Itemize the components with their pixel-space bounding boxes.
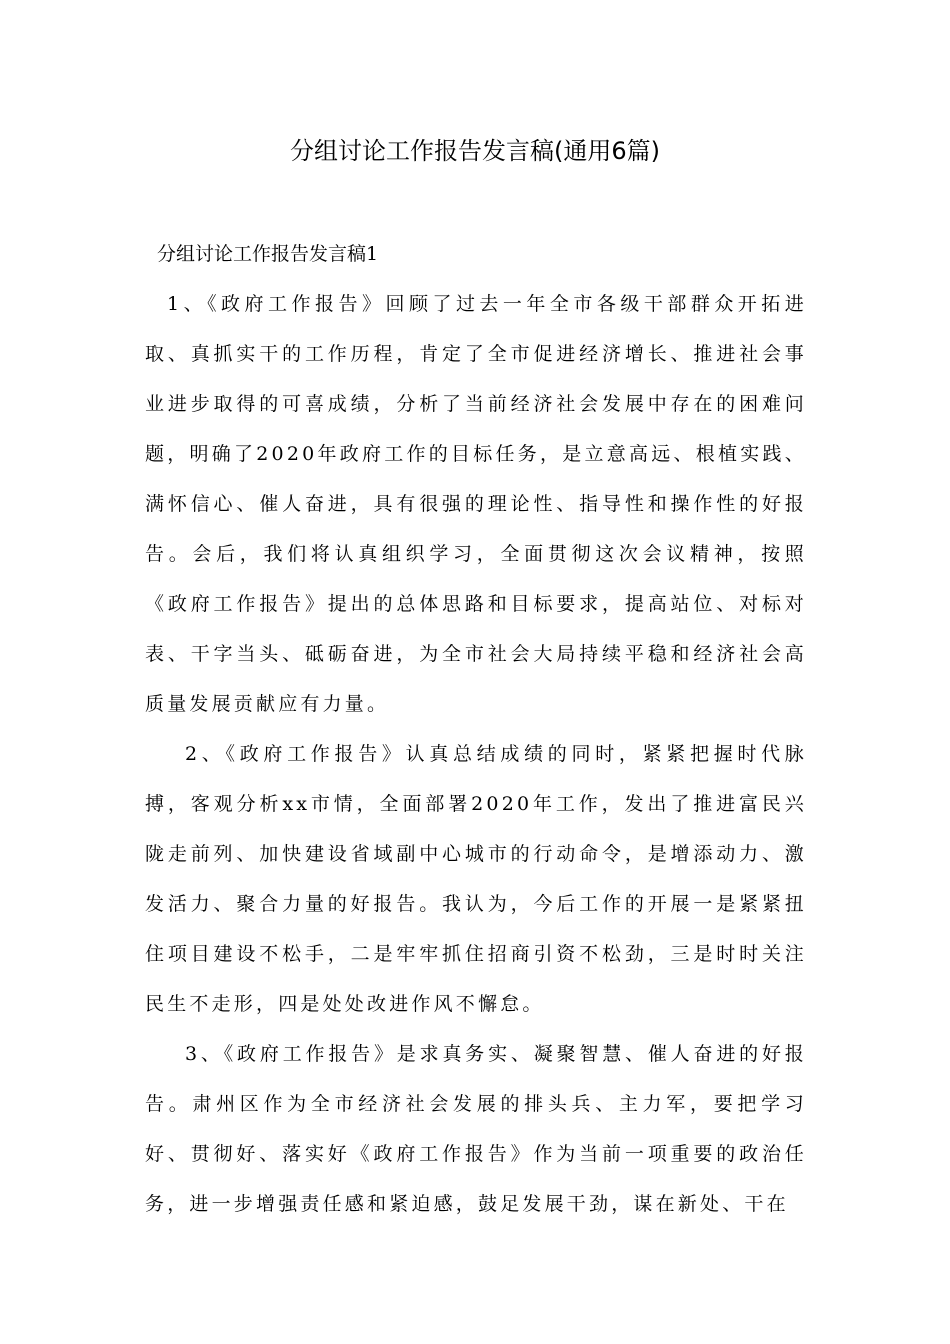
document-body — [145, 229, 807, 1229]
paragraph-2: 2、《政府工作报告》认真总结成绩的同时，紧紧把握时代脉搏，客观分析xx市情，全面部署2020年工作，发出了推进富民兴陇走前列、加快建设省域副中心城市的行动命令，是增添动力、激发活力、聚合力量的好报告。我认为，今后工作的开展一是紧紧扭住项目建设不松手，二是牢牢抓住招商引资不松劲，三是时时关注民生不走形，四是处处改进作风不懈怠。 — [145, 743, 807, 1015]
paragraph-3: 3、《政府工作报告》是求真务实、凝聚智慧、催人奋进的好报告。肃州区作为全市经济社会发展的排头兵、主力军，要把学习好、贯彻好、落实好《政府工作报告》作为当前一项重要的政治任务，进一步增强责任感和紧迫感，鼓足发展干劲，谋在新处、干在 — [145, 1043, 807, 1215]
section-heading: 分组讨论工作报告发言稿1 — [157, 243, 379, 265]
paragraph-1: 1、《政府工作报告》回顾了过去一年全市各级干部群众开拓进取、真抓实干的工作历程，肯定了全市促进经济增长、推进社会事业进步取得的可喜成绩，分析了当前经济社会发展中存在的困难问题，明确了2020年政府工作的目标任务，是立意高远、根植实践、满怀信心、催人奋进，具有很强的理论性、指导性和操作性的好报告。会后，我们将认真组织学习，全面贯彻这次会议精神，按照《政府工作报告》提出的总体思路和目标要求，提高站位、对标对表、干字当头、砥砺奋进，为全市社会大局持续平稳和经济社会高质量发展贡献应有力量。 — [145, 293, 807, 715]
document-title: 分组讨论工作报告发言稿(通用6篇) — [290, 137, 660, 165]
